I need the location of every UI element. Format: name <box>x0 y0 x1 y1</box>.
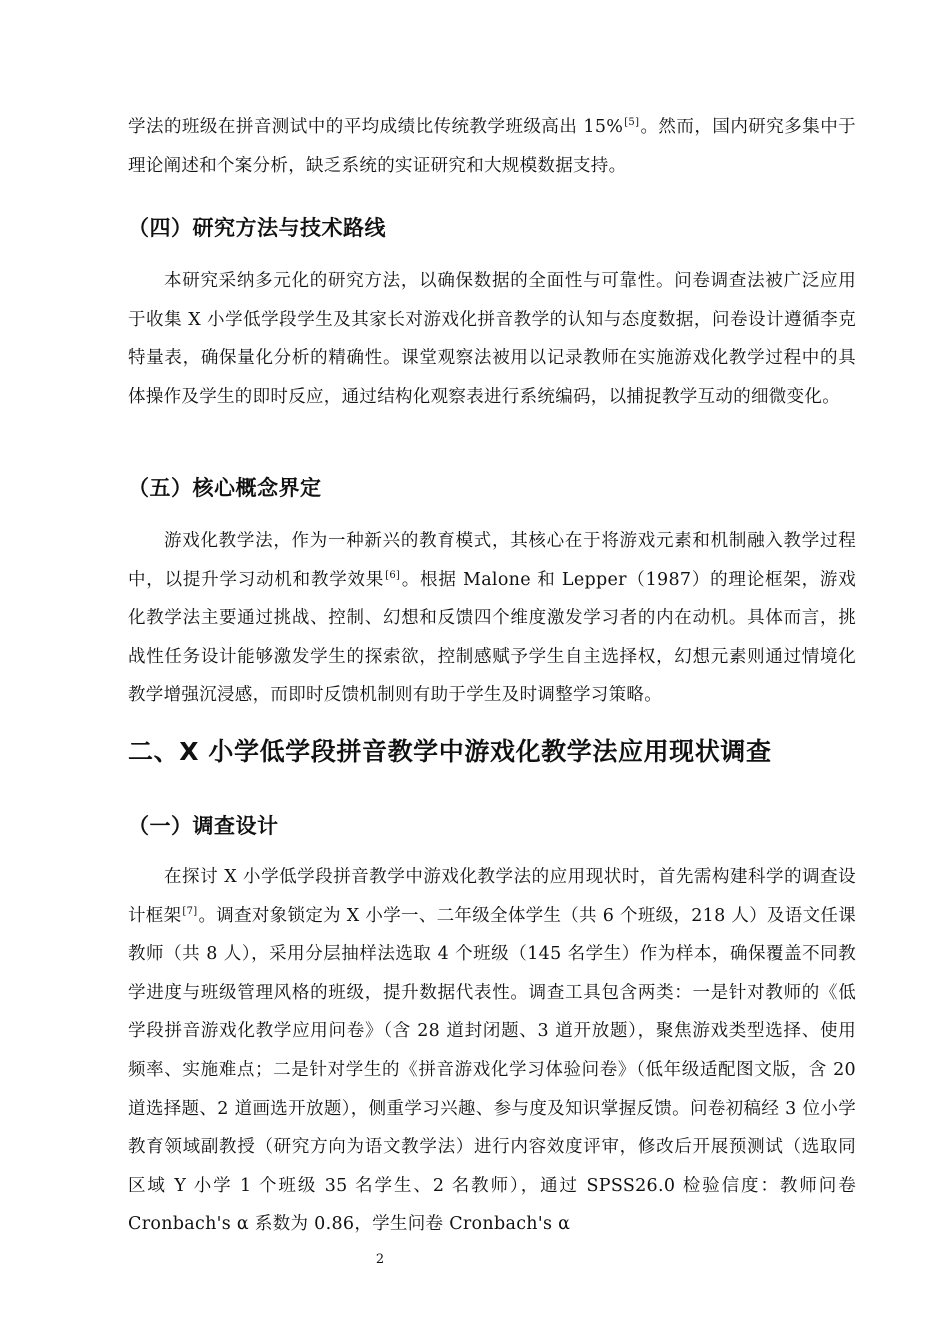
section-heading-survey-design: （一）调查设计 <box>128 814 279 838</box>
citation-ref: [7] <box>182 905 198 917</box>
citation-ref: [6] <box>385 569 401 581</box>
citation-ref: [5] <box>624 117 640 129</box>
paragraph-text: 游戏化教学法，作为一种新兴的教育模式，其核心在于将游戏元素和机制融入教学过程中，以提升学习动机和教学效果 <box>128 531 856 590</box>
section-heading-research-methods: （四）研究方法与技术路线 <box>128 216 386 240</box>
paragraph-survey-design <box>128 858 856 1244</box>
paragraph-text: 。然而，国内研究多集中于理论阐述和个案分析，缺乏系统的实证研究和大规模数据支持。 <box>128 117 856 176</box>
paragraph-text: 。根据 Malone 和 Lepper（1987）的理论框架，游戏化教学法主要通过挑战、控制、幻想和反馈四个维度激发学习者的内在动机。具体而言，挑战性任务设计能够激发学生的探索欲，控制感赋予学生自主选择权，幻想元素则通过情境化教学增强沉浸感，而即时反馈机制则有助于学生及时调整学习策略。 <box>128 569 857 706</box>
paragraph-text: 学法的班级在拼音测试中的平均成绩比传统教学班级高出 15% <box>128 117 624 137</box>
paragraph-core-concepts <box>128 522 856 715</box>
page-number: 2 <box>375 1252 385 1267</box>
paragraph-research-methods: 本研究采纳多元化的研究方法，以确保数据的全面性与可靠性。问卷调查法被广泛应用于收集 X 小学低学段学生及其家长对游戏化拼音教学的认知与态度数据，问卷设计遵循李克特量表，确保量化分析的精确性。课堂观察法被用以记录教师在实施游戏化教学过程中的具体操作及学生的即时反应，通过结构化观察表进行系统编码，以捕捉教学互动的细微变化。 <box>128 271 856 407</box>
section-heading-core-concepts: （五）核心概念界定 <box>128 476 322 500</box>
paragraph-text: 。调查对象锁定为 X 小学一、二年级全体学生（共 6 个班级，218 人）及语文任课教师（共 8 人），采用分层抽样法选取 4 个班级（145 名学生）作为样本，确保覆盖不同教学进度与班级管理风格的班级，提升数据代表性。调查工具包含两类：一是针对教师的《低学段拼音游戏化教学应用问卷》（含 28 道封闭题、3 道开放题），聚焦游戏类型选择、使用频率、实施难点；二是针对学生的《拼音游戏化学习体验问卷》（低年级适配图文版，含 20 道选择题、2 道画选开放题），侧重学习兴趣、参与度及知识掌握反馈。问卷初稿经 3 位小学教育领域副教授（研究方向为语文教学法）进行内容效度评审，修改后开展预测试（选取同区域 Y 小学 1 个班级 35 名学生、2 名教师），通过 SPSS26.0 检验信度：教师问卷 Cronbach's α 系数为 0.86，学生问卷 Cronbach's α <box>128 905 857 1235</box>
paragraph-text: 在探讨 X 小学低学段拼音教学中游戏化教学法的应用现状时，首先需构建科学的调查设计框架 <box>128 867 856 926</box>
chapter-heading: 二、X 小学低学段拼音教学中游戏化教学法应用现状调查 <box>128 737 772 766</box>
paragraph-continuation <box>128 108 856 185</box>
